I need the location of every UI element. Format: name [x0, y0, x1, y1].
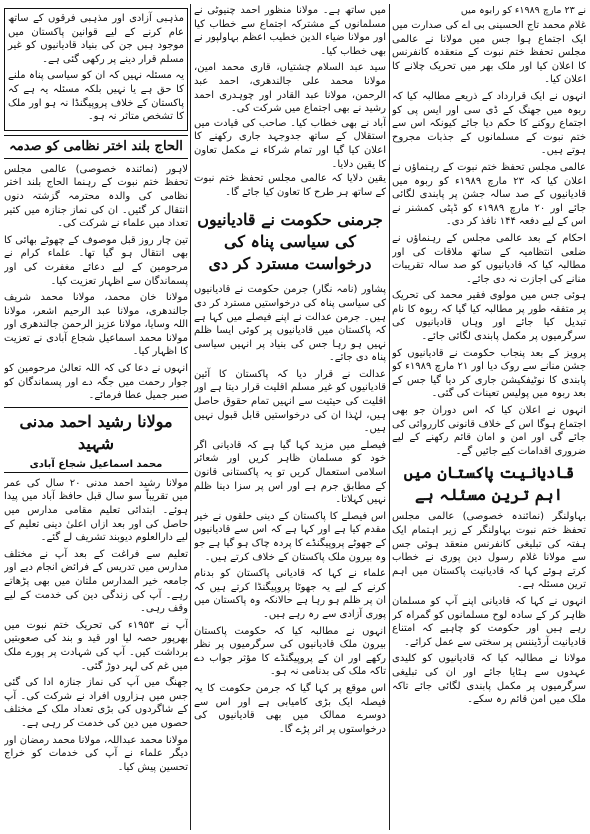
paragraph: عدالت نے قرار دیا کہ پاکستان کا آئین قادیانیوں کو غیر مسلم اقلیت قرار دیتا ہے اور اقلیت کی حیثیت سے انہیں تمام حقوق حاصل ہیں، لہٰذا ان کی درخواستیں قابل قبول نہیں ہیں۔: [194, 368, 386, 435]
headline: مولانا رشید احمد مدنی شہید: [4, 407, 188, 455]
headline: جرمنی حکومت نے قادیانیوں کی سیاسی پناہ کی درخواست مسترد کر دی: [197, 210, 383, 274]
boxed-note: [4, 8, 188, 131]
paragraph: یہ مسئلہ نہیں کہ ان کو سیاسی پناہ ملنے کا حق ہے یا نہیں بلکہ مسئلہ یہ ہے کہ پاکستان کے خلاف پروپیگنڈا نہ ہو اور ملک کا تشخص متاثر نہ ہو۔: [8, 70, 184, 123]
paragraph: اس فیصلے کا پاکستان کے دینی حلقوں نے خیر مقدم کیا ہے اور کہا ہے کہ اس سے قادیانیوں کے جھوٹے پروپیگنڈے کا پردہ چاک ہو گیا ہے جو وہ بیرون ملک پاکستان کے خلاف کرتے ہیں۔: [194, 510, 386, 563]
paragraph: میں ساتھ ہے۔ مولانا منظور احمد چنیوٹی نے مسلمانوں کے مشترکہ اجتماع سے خطاب کیا اور مولانا ضیاء الدین خطیب اعظم بہاولپور نے بھی خطاب کیا۔: [194, 5, 386, 57]
paragraph: مذہبی آزادی اور مذہبی فرقوں کے ساتھ عام کرنے کے لیے قوانین پاکستان میں موجود ہیں جن کی بنیاد قادیانیوں کو غیر مسلم قرار دینے پر رکھی گئی ہے۔: [8, 13, 184, 65]
paragraph: مولانا محمد عبداللہ، مولانا محمد رمضان اور دیگر علماء نے آپ کی خدمات کو خراج تحسین پیش کیا۔: [4, 734, 188, 773]
paragraph: لاہور (نمائندہ خصوصی) عالمی مجلس تحفظ ختم نبوت کے رہنما الحاج بلند اختر نظامی کی والدہ محترمہ گزشتہ دنوں انتقال کر گئیں۔ ان کی نماز جنازہ میں کثیر تعداد میں علماء نے شرکت کی۔: [4, 163, 188, 230]
names-list: [194, 61, 386, 199]
headline: الحاج بلند اختر نظامی کو صدمہ: [4, 135, 188, 159]
dateline: نے ۲۳ مارچ ۱۹۸۹ء کو رابوہ میں: [460, 5, 586, 16]
paragraph: انہوں نے اعلان کیا کہ اس دوران جو بھی اجتماع ہوگا اس کے خلاف قانونی کارروائی کی جائے گی اور امن و امان قائم رکھنے کے لیے ضروری اقدامات کیے جائیں گے۔: [392, 405, 586, 457]
column-rule: [389, 4, 390, 830]
column-rule: [190, 4, 191, 830]
paragraph: آباد نے بھی خطاب کیا۔ صاحب کی قیادت میں استقلال کے ساتھ جدوجہد جاری رکھنے کا اعلان کیا گیا اور تمام شرکاء نے مکمل تعاون کا یقین دلایا۔: [194, 117, 386, 170]
paragraph: غلام محمد تاج الحسینی بی اے کی صدارت میں ایک اجتماع ہوا جس میں مولانا نے عالمی مجلس تحفظ ختم نبوت کے منعقدہ کانفرنس کا اعلان کیا اور ملک بھر میں تحریک چلانے کا اعلان کیا۔: [392, 20, 586, 86]
paragraph: پرویز کے بعد پنجاب حکومت نے قادیانیوں کو جشن منانے سے روک دیا اور ۲۱ مارچ ۱۹۸۹ء کو پابندی کا نوٹیفکیشن جاری کر دیا گیا جس کے بعد ربوہ میں پولیس تعینات کی گئی۔: [392, 347, 586, 400]
middle-column: [194, 4, 386, 830]
left-column: [4, 4, 188, 830]
paragraph: تین چار روز قبل موصوف کے چھوٹے بھائی کا بھی انتقال ہو گیا تھا۔ علماء کرام نے مرحومین کے لیے دعائے مغفرت کی اور پسماندگان سے اظہار تعزیت کیا۔: [4, 234, 188, 287]
paragraph: انہوں نے مطالبہ کیا کہ حکومت پاکستان بیرون ملک قادیانیوں کی سرگرمیوں پر نظر رکھے اور ان کے پروپیگنڈے کا مؤثر جواب دے تاکہ ملک کی بدنامی نہ ہو۔: [194, 625, 386, 678]
paragraph: احکام کے بعد عالمی مجلس کے رہنماؤں نے ضلعی انتظامیہ کے ساتھ ملاقات کی اور مطالبہ کیا کہ قادیانیوں کو صد سالہ تقریبات منانے کی اجازت نہ دی جائے۔: [392, 232, 586, 285]
headline: قادیانیت پاکستان میں اہم ترین مسئلہ ہے: [403, 463, 575, 505]
paragraph: بہاولنگر (نمائندہ خصوصی) عالمی مجلس تحفظ ختم نبوت بہاولنگر کے زیر اہتمام ایک ہفتہ کی تبلیغی کانفرنس منعقد ہوئی جس سے مولانا غلام رسول دین پوری نے خطاب کرتے ہوئے کہا کہ قادیانیت پاکستان میں اہم ترین مسئلہ ہے۔: [392, 511, 586, 591]
paragraph: انہوں نے کہا کہ قادیانی اپنے آپ کو مسلمان ظاہر کر کے سادہ لوح مسلمانوں کو گمراہ کر رہے ہیں اور حکومت کو چاہیے کہ امتناع قادیانیت آرڈیننس پر سختی سے عمل کرائے۔: [392, 595, 586, 648]
paragraph: فیصلے میں مزید کہا گیا ہے کہ قادیانی اگر خود کو مسلمان ظاہر کریں اور شعائر اسلامی استعمال کریں تو یہ پاکستانی قانون کے مطابق جرم ہے اور اس پر سزا دینا ظلم نہیں کہلاتا۔: [194, 439, 386, 506]
paragraph: علماء نے کہا کہ قادیانی پاکستان کو بدنام کرنے کے لیے یہ جھوٹا پروپیگنڈا کرتے ہیں کہ ان پر ظلم ہو رہا ہے حالانکہ وہ پاکستان میں پوری آزادی سے رہ رہے ہیں۔: [194, 568, 386, 620]
paragraph: جھنگ میں آپ کی نماز جنازہ ادا کی گئی جس میں ہزاروں افراد نے شرکت کی۔ آپ کے شاگردوں کی بڑی تعداد ملک کے مختلف حصوں میں دین کی خدمت کر رہی ہے۔: [4, 677, 188, 729]
paragraph: یقین دلایا کہ عالمی مجلس تحفظ ختم نبوت کے ساتھ ہر طرح کا تعاون کیا جائے گا۔: [194, 173, 386, 198]
paragraph: عالمی مجلس تحفظ ختم نبوت کے رہنماؤں نے اعلان کیا کہ ۲۳ مارچ ۱۹۸۹ء کو ربوہ میں قادیانیوں کے صد سالہ جشن پر پابندی لگائی جائے اور ۲۰ مارچ ۱۹۸۹ء کو ڈپٹی کمشنر نے اس کے لیے دفعہ ۱۴۴ نافذ کر دی۔: [392, 161, 586, 228]
paragraph: سید عبد السلام چشتیاں، قاری محمد امین، مولانا محمد علی جالندھری، احمد عبد الرحمن، مولانا عبد القادر اور چوہدری احمد رشید نے بھی اجتماع میں شرکت کی۔: [194, 62, 386, 115]
paragraph: آپ نے ۱۹۵۳ء کی تحریک ختم نبوت میں بھرپور حصہ لیا اور قید و بند کی صعوبتیں برداشت کیں۔ آپ کی شہادت پر پورے ملک میں غم کی لہر دوڑ گئی۔: [4, 619, 188, 672]
paragraph: تعلیم سے فراغت کے بعد آپ نے مختلف مدارس میں تدریس کے فرائض انجام دیے اور جامعہ خیر المدارس ملتان میں بھی پڑھاتے رہے۔ آپ کی زندگی دین کی خدمت کے لیے وقف رہی۔: [4, 548, 188, 615]
paragraph: مولانا خان محمد، مولانا محمد شریف جالندھری، مولانا عبد الرحیم اشعر، مولانا اللہ وسایا، مولانا عزیز الرحمن جالندھری اور مولانا محمد اسماعیل شجاع آبادی نے تعزیت کا اظہار کیا۔: [4, 292, 188, 358]
paragraph: مولانا رشید احمد مدنی ۲۰ سال کی عمر میں تقریباً سو سال قبل حافظ آباد میں پیدا ہوئے۔ ابتدائی تعلیم مقامی مدارس میں حاصل کی اور بعد ازاں اعلیٰ دینی تعلیم کے لیے دارالعلوم دیوبند تشریف لے گئے۔: [4, 477, 188, 544]
paragraph: انہوں نے ایک قرارداد کے ذریعے مطالبہ کیا کہ ربوہ میں جھنگ کے ڈی سی اور ایس پی کو اجتماع روکنے کا حکم دیا جائے کیونکہ اس سے ختم نبوت کے مسلمانوں کے جذبات مجروح ہوتے ہیں۔: [392, 90, 586, 157]
paragraph: اس موقع پر کہا گیا کہ جرمن حکومت کا یہ فیصلہ ایک بڑی کامیابی ہے اور اس سے دوسرے ممالک میں بھی قادیانیوں کی درخواستوں پر اثر پڑے گا۔: [194, 682, 386, 735]
right-column: [392, 4, 586, 830]
paragraph: پشاور (نامہ نگار) جرمن حکومت نے قادیانیوں کی سیاسی پناہ کی درخواستیں مسترد کر دی ہیں۔ جرمن عدالت نے اپنے فیصلے میں کہا ہے کہ پاکستان میں قادیانیوں پر کوئی ایسا ظلم نہیں ہو رہا جس کی بنیاد پر انہیں سیاسی پناہ دی جائے۔: [194, 284, 386, 364]
byline: محمد اسماعیل شجاع آبادی: [4, 459, 188, 473]
paragraph: انہوں نے دعا کی کہ اللہ تعالیٰ مرحومین کو جوار رحمت میں جگہ دے اور پسماندگان کو صبر جمیل عطا فرمائے۔: [4, 363, 188, 402]
paragraph: مولانا نے مطالبہ کیا کہ قادیانیوں کو کلیدی عہدوں سے ہٹایا جائے اور ان کی تبلیغی سرگرمیوں پر مکمل پابندی لگائی جائے تاکہ ملک میں امن قائم رہ سکے۔: [392, 653, 586, 706]
paragraph: ہوئی جس میں مولوی فقیر محمد کی تحریک پر متفقہ طور پر مطالبہ کیا گیا کہ ربوہ کا نام تبدیل کیا جائے اور وہاں قادیانیوں کی سرگرمیوں پر مکمل پابندی لگائی جائے۔: [392, 290, 586, 343]
